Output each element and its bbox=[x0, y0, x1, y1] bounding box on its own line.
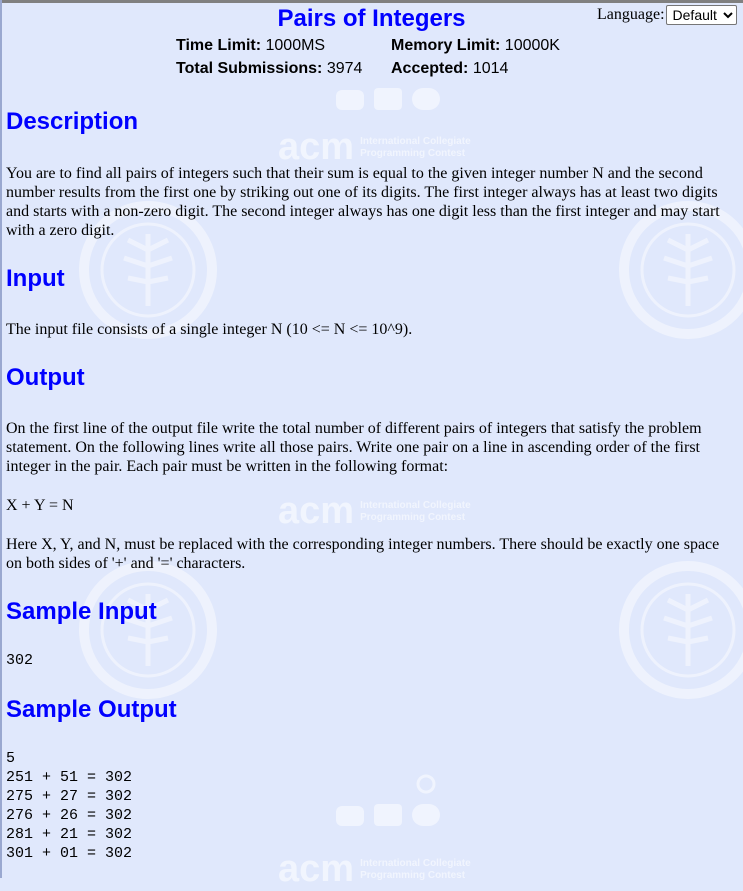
time-limit: Time Limit: 1000MS bbox=[176, 37, 326, 54]
memory-limit: Memory Limit: 10000K bbox=[391, 37, 560, 54]
output-text-3: Here X, Y, and N, must be replaced with the corresponding integer numbers. There should be exactly one space on both sides of '+' and '=' characters. bbox=[6, 536, 720, 572]
left-border bbox=[0, 0, 2, 878]
sample-input-heading: Sample Input bbox=[6, 598, 157, 625]
pku-seal-watermark-left-bottom bbox=[78, 560, 218, 700]
accepted-count: Accepted: 1014 bbox=[391, 60, 509, 77]
sample-input-block: 302 bbox=[6, 652, 34, 669]
input-text: The input file consists of a single integer N (10 <= N <= 10^9). bbox=[6, 321, 413, 338]
sample-output-block: 5 251 + 51 = 302 275 + 27 = 302 276 + 26 = 302 281 + 21 = 302 301 + 01 = 302 bbox=[6, 750, 133, 862]
acm-icons-watermark-top bbox=[334, 84, 444, 114]
acm-logo-watermark-3: acm International Collegiate Programming Contest bbox=[278, 848, 471, 890]
output-text-1: On the first line of the output file write the total number of different pairs of integers that satisfy the problem statement. On the following lines write all those pairs. Write one pair on a line in ascending order of the first integer in the pair. Each pair must be written in the following format: bbox=[6, 420, 702, 475]
language-selector bbox=[597, 5, 737, 25]
language-label: Language: bbox=[597, 6, 665, 23]
input-heading: Input bbox=[6, 265, 65, 292]
pku-seal-watermark-right-bottom bbox=[618, 560, 743, 700]
description-heading: Description bbox=[6, 108, 139, 135]
acm-logo-watermark-1: acm International Collegiate Programming Contest bbox=[278, 126, 471, 168]
problem-title: Pairs of Integers bbox=[277, 5, 466, 32]
sample-output-heading: Sample Output bbox=[6, 696, 177, 723]
output-format: X + Y = N bbox=[6, 497, 74, 514]
language-select[interactable] bbox=[666, 5, 737, 25]
top-border bbox=[0, 0, 743, 3]
total-submissions: Total Submissions: 3974 bbox=[176, 60, 363, 77]
acm-logo-watermark-2: acm International Collegiate Programming Contest bbox=[278, 490, 471, 532]
acm-icons-watermark-bottom bbox=[334, 772, 444, 832]
description-text: You are to find all pairs of integers such that their sum is equal to the given integer number N and the second number results from the first one by striking out one of its digits. The first integer always has at least two digits and starts with a non-zero digit. The second integer always has one digit less than the first integer and may start with a zero digit. bbox=[6, 165, 720, 239]
output-heading: Output bbox=[6, 364, 85, 391]
